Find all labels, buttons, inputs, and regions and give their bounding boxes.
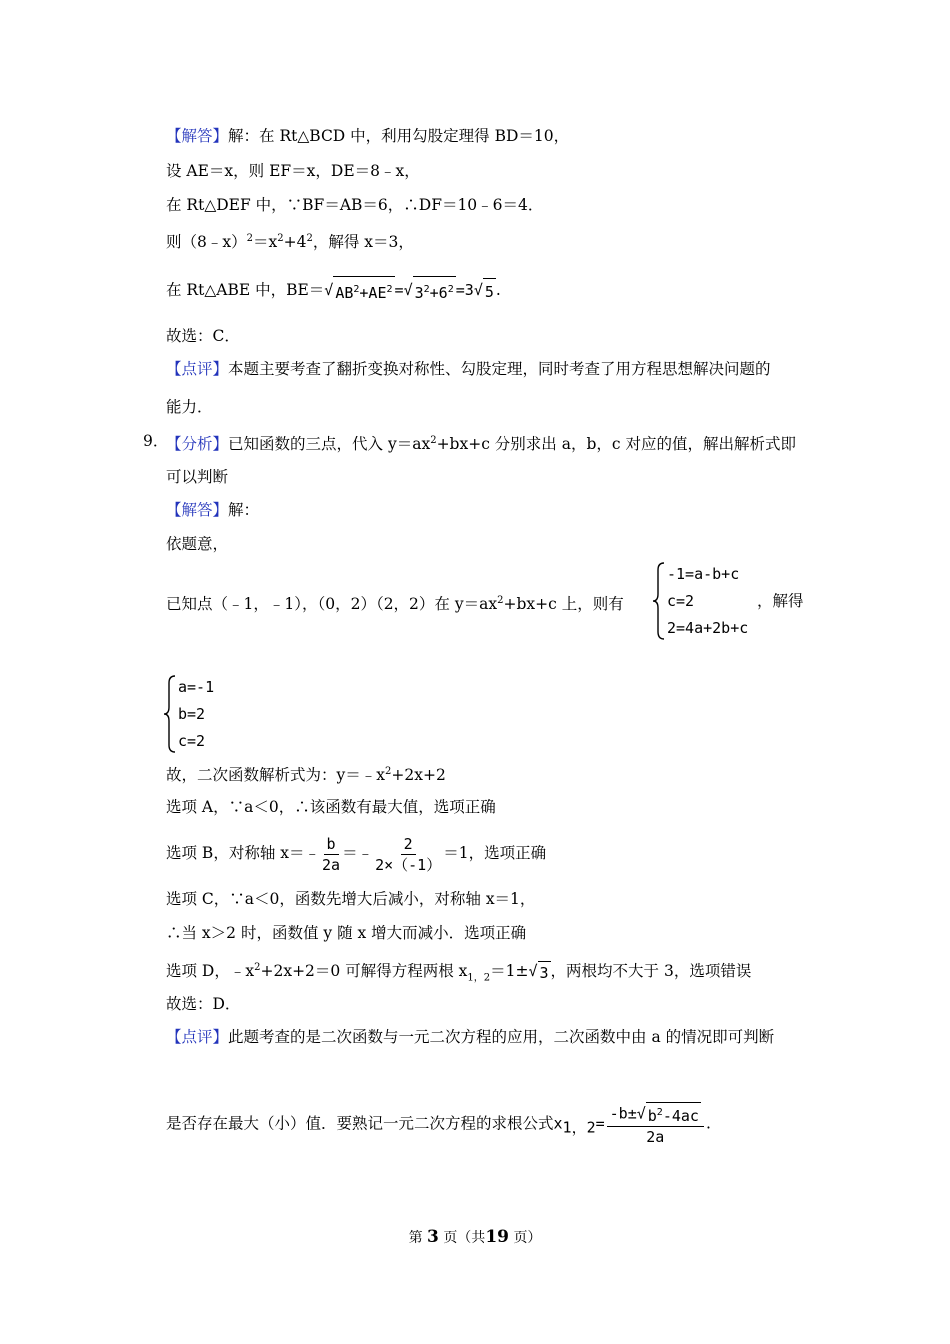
frac-num: b <box>324 834 339 855</box>
sup: 2 <box>277 233 284 244</box>
rad-b: b <box>647 1107 657 1125</box>
sup: 2 <box>447 284 454 295</box>
q9-answer2: 依题意， <box>166 535 229 553</box>
q9-comment2 <box>166 1102 711 1149</box>
sqrt-sign: √ <box>473 281 483 299</box>
answer-label: 【解答】 <box>166 501 229 519</box>
q8-comment-text: 本题主要考查了翻折变换对称性、勾股定理，同时考查了用方程思想解决问题的 <box>228 360 771 378</box>
frac-num: 2 <box>401 834 416 855</box>
footer-a: 第 <box>408 1230 423 1246</box>
q9-option-d <box>166 957 751 989</box>
sqrt-disc <box>646 1102 701 1126</box>
sup: 2 <box>246 233 253 244</box>
period: . <box>495 281 501 299</box>
q9-p2: 是否存在最大（小）值．要熟记一元二次方程的求根公式 <box>166 1114 554 1133</box>
q9-ob1: 选项 B，对称轴 x＝﹣ <box>166 844 320 862</box>
q9-option-c: 选项 C，∵a＜0，函数先增大后减小，对称轴 x＝1， <box>166 890 536 908</box>
rad-3: 3 <box>538 961 551 984</box>
formula-den: 2a <box>646 1128 665 1146</box>
sub: 1，2 <box>467 972 491 984</box>
sys1-eq2: c=2 <box>667 592 695 610</box>
eq-3: =3 <box>455 281 474 299</box>
footer-c: 页） <box>513 1230 542 1246</box>
q9-analysis1 <box>166 430 796 455</box>
formula-num <box>607 1102 704 1127</box>
formula-x: x <box>553 1114 563 1133</box>
sys2-b: b=2 <box>178 705 206 723</box>
q8-line5 <box>166 276 501 306</box>
frac-den: 2×（-1） <box>375 855 442 874</box>
rad-4ac: -4ac <box>662 1107 699 1125</box>
analysis-label: 【分析】 <box>166 435 229 454</box>
num-a: -b± <box>609 1104 637 1123</box>
sqrt-ab-ae <box>333 276 394 306</box>
q9-ob-eq: ＝﹣ <box>342 844 374 862</box>
q9-solve: ，解得 <box>757 592 804 610</box>
quadratic-formula <box>607 1102 704 1147</box>
fraction-2-neg1 <box>375 834 441 875</box>
sup: 2 <box>656 1107 663 1118</box>
sup: 2 <box>497 595 504 606</box>
rad-ae: +AE <box>359 284 387 302</box>
sup: 2 <box>385 766 392 777</box>
q8-l4a: 则（8﹣x） <box>166 233 247 252</box>
sqrt-sign: √ <box>324 281 334 299</box>
sqrt-sign: √ <box>636 1104 646 1123</box>
sup: 2 <box>430 435 437 446</box>
frac-den: 2a <box>322 855 341 874</box>
q9-a1: 已知函数的三点，代入 y＝ax <box>228 435 431 454</box>
q9-od2: +2x+2＝0 可解得方程两根 x <box>260 962 468 981</box>
rad-5: 5 <box>483 278 496 305</box>
sys1-eq1: -1=a-b+c <box>667 565 740 583</box>
sup: 2 <box>254 962 261 973</box>
q8-line4 <box>166 228 414 253</box>
page-footer <box>0 1227 950 1247</box>
q8-l5a: 在 Rt△ABE 中，BE＝ <box>166 281 325 299</box>
q9-comment-text: 此题考查的是二次函数与一元二次方程的应用，二次函数中由 a 的情况即可判断 <box>228 1028 775 1046</box>
sqrt-5 <box>483 278 496 305</box>
total-pages: 19 <box>485 1227 509 1247</box>
formula-sub: 1，2 <box>562 1118 596 1137</box>
formula-eq: = <box>595 1114 605 1133</box>
sup: 2 <box>386 284 393 295</box>
rad-6: +6 <box>429 284 448 302</box>
comment-label: 【点评】 <box>166 1028 229 1046</box>
q8-comment2: 能力． <box>166 398 213 416</box>
left-brace-icon <box>652 562 666 640</box>
q8-line2: 设 AE＝x，则 EF＝x，DE＝8﹣x， <box>166 162 420 180</box>
rad-3: 3 <box>414 284 424 302</box>
sys1-eq3: 2=4a+2b+c <box>667 619 749 637</box>
q9-g1a: 故，二次函数解析式为：y＝﹣x <box>166 766 385 785</box>
q8-l4c: +4 <box>283 233 307 252</box>
q9-known-points <box>166 590 624 615</box>
sup: 2 <box>353 284 360 295</box>
q9-function <box>166 761 446 786</box>
q8-comment1 <box>166 358 771 380</box>
q9-option-a: 选项 A，∵a＜0，∴该函数有最大值，选项正确 <box>166 798 496 816</box>
q9-g1b: +2x+2 <box>391 766 446 785</box>
sqrt-3 <box>538 961 551 984</box>
sqrt-sign: √ <box>528 962 538 981</box>
q9-k1b: +bx+c 上，则有 <box>503 595 624 614</box>
eq: = <box>394 281 404 299</box>
sqrt-3-6 <box>413 276 456 306</box>
q9-ob2: ＝1，选项正确 <box>443 844 547 862</box>
comment-label: 【点评】 <box>166 360 229 378</box>
sup: 2 <box>423 284 430 295</box>
question-number: 9． <box>143 432 169 450</box>
q9-option-c2: ∴当 x＞2 时，函数值 y 随 x 增大而减小．选项正确 <box>166 924 527 942</box>
q9-comment1 <box>166 1026 774 1048</box>
left-brace-icon <box>163 675 177 753</box>
q8-l4d: ，解得 x＝3， <box>312 233 414 252</box>
q9-k1: 已知点（﹣1，﹣1），（0，2）（2，2）在 y＝ax <box>166 595 498 614</box>
q9-analysis2: 可以判断 <box>166 468 229 486</box>
sqrt-sign: √ <box>403 281 413 299</box>
q8-line3: 在 Rt△DEF 中，∵BF＝AB＝6，∴DF＝10﹣6＝4． <box>166 196 544 214</box>
sup: 2 <box>306 233 313 244</box>
q9-option-b <box>166 832 546 875</box>
q9-j1: 解： <box>228 501 260 519</box>
answer-label: 【解答】 <box>166 127 229 145</box>
sys2-a: a=-1 <box>178 678 215 696</box>
q8-l4b: ＝x <box>252 233 278 252</box>
footer-b: 页（共 <box>443 1230 486 1246</box>
page-number: 3 <box>427 1227 439 1247</box>
equation-system-2 <box>178 674 214 755</box>
rad-ab: AB <box>335 284 354 302</box>
sys2-c: c=2 <box>178 732 206 750</box>
equation-system-1 <box>667 561 748 642</box>
period: . <box>705 1114 711 1133</box>
q9-answer1 <box>166 499 259 521</box>
q8-line1 <box>166 125 569 147</box>
q9-od4: ，两根均不大于 3，选项错误 <box>550 962 752 981</box>
fraction-b-2a <box>322 834 340 875</box>
q9-od1: 选项 D，﹣x <box>166 962 255 981</box>
q8-text1: 解：在 Rt△BCD 中，利用勾股定理得 BD＝10， <box>228 127 570 145</box>
q9-od3: ＝1± <box>490 962 529 981</box>
q9-choice: 故选：D． <box>166 995 241 1013</box>
q8-line6: 故选：C． <box>166 327 240 345</box>
q9-a1b: +bx+c 分别求出 a，b，c 对应的值，解出解析式即 <box>436 435 797 454</box>
